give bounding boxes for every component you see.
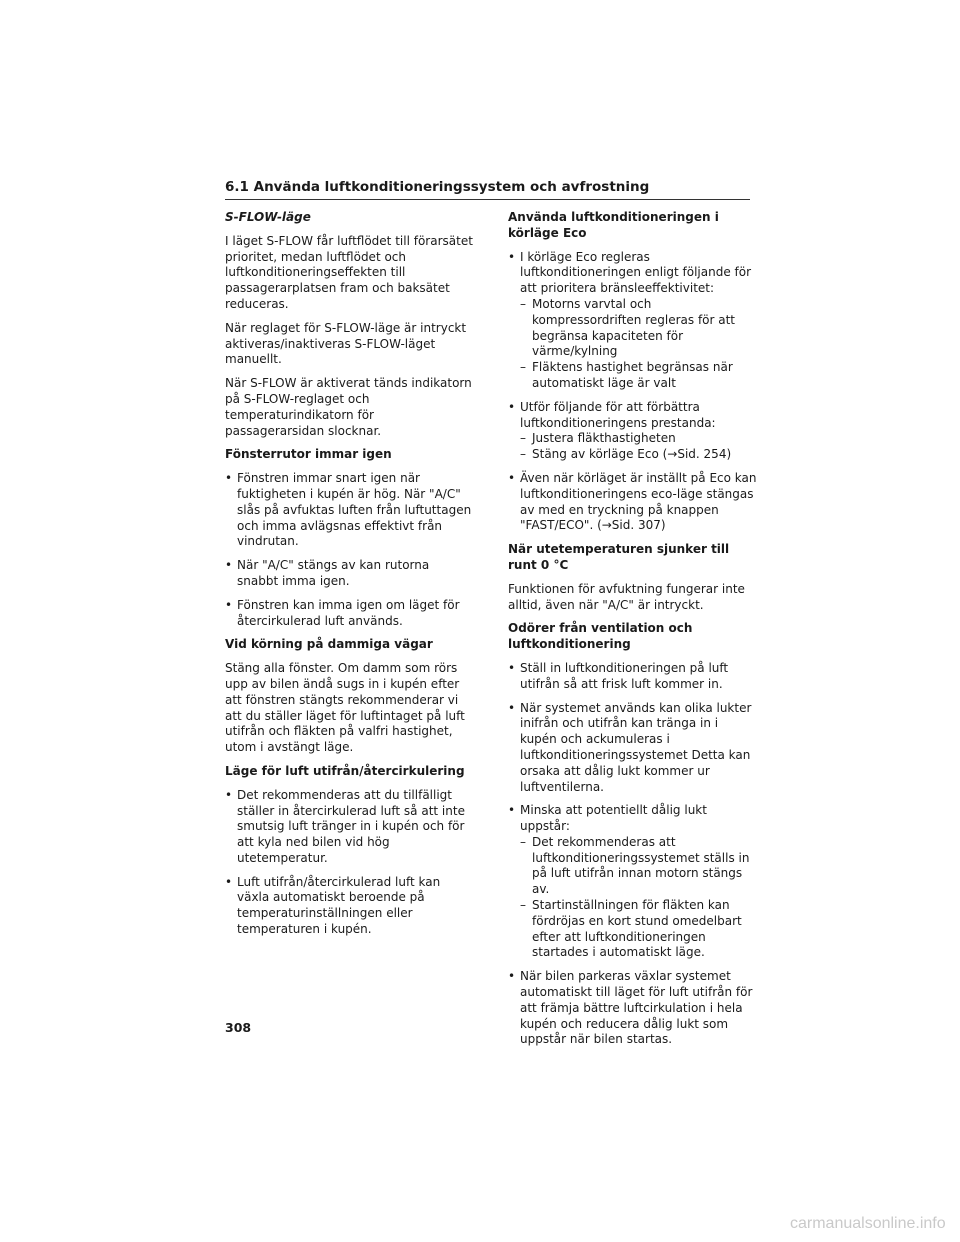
odor-heading: Odörer från ventilation och luftkonditionering bbox=[508, 621, 693, 652]
eco-bullet-3: • Även när körläget är inställt på Eco kan luftkonditioneringens eco-läge stängas av med en tryckning på knappen "FAST/ECO". (→Sid. 307) bbox=[508, 471, 758, 534]
list-item: • Det rekommenderas att du tillfälligt ställer in återcirkulerad luft så att inte smutsig luft tränger in i kupén och för att kyla ned bilen vid hög utetemperatur. bbox=[225, 788, 473, 867]
eco-sublist-1 bbox=[520, 297, 758, 392]
watermark: carmanualsonline.info bbox=[790, 1215, 946, 1232]
sflow-heading: S-FLOW-läge bbox=[225, 210, 311, 224]
sflow-paragraph-2: När reglaget för S-FLOW-läge är intryckt aktiveras/inaktiveras S-FLOW-läget manuellt. bbox=[225, 320, 467, 367]
list-item: • Fönstren immar snart igen när fuktigheten i kupén är hög. När "A/C" slås på avfuktas luften från luftuttagen och imma avlägsnas effektivt från vindrutan. bbox=[225, 471, 473, 550]
list-item: • När systemet används kan olika lukter inifrån och utifrån kan tränga in i kupén och ackumuleras i luftkonditioneringssystemet Detta kan orsaka att dålig lukt kommer ur luftventilerna. bbox=[508, 701, 758, 796]
list-item: • Fönstren kan imma igen om läget för återcirkulerad luft används. bbox=[225, 598, 473, 630]
sub-list-item: – Fläktens hastighet begränsas när automatiskt läge är valt bbox=[520, 360, 758, 392]
list-item bbox=[508, 250, 758, 392]
odor-list bbox=[508, 661, 758, 1048]
air-mode-list bbox=[225, 788, 473, 938]
dust-heading: Vid körning på dammiga vägar bbox=[225, 637, 433, 652]
eco-heading: Använda luftkonditioneringen i körläge Eco bbox=[508, 210, 719, 240]
odor-bullet-3: Minska att potentiellt dålig lukt uppstår: bbox=[520, 803, 707, 834]
fog-list bbox=[225, 471, 473, 629]
left-column bbox=[225, 210, 473, 946]
sflow-paragraph-3: När S-FLOW är aktiverat tänds indikatorn på S-FLOW-reglaget och temperaturindikatorn för passagerarsidan slocknar. bbox=[225, 376, 472, 438]
section-header: 6.1 Använda luftkonditioneringssystem och avfrostning bbox=[225, 178, 750, 200]
sflow-paragraph-1: I läget S-FLOW får luftflödet till förarsätet prioritet, medan luftflödet och luftkonditioneringseffekten till passagerarplatsen fram och baksätet reduceras. bbox=[225, 233, 473, 311]
list-item: • Luft utifrån/återcirkulerad luft kan växla automatiskt beroende på temperaturinställningen eller temperaturen i kupén. bbox=[225, 875, 473, 938]
eco-sublist-2 bbox=[520, 431, 758, 463]
list-item bbox=[508, 803, 758, 961]
page-reference-link[interactable]: – Stäng av körläge Eco (→Sid. 254) bbox=[520, 447, 758, 463]
air-mode-heading: Läge för luft utifrån/återcirkulering bbox=[225, 763, 465, 778]
eco-bullet-2: Utför följande för att förbättra luftkonditioneringens prestanda: bbox=[520, 399, 716, 430]
sub-list-item: – Justera fläkthastigheten bbox=[520, 431, 758, 447]
list-item: • Ställ in luftkonditioneringen på luft utifrån så att frisk luft kommer in. bbox=[508, 661, 758, 693]
fog-heading: Fönsterrutor immar igen bbox=[225, 447, 392, 462]
list-item: • När "A/C" stängs av kan rutorna snabbt imma igen. bbox=[225, 558, 473, 590]
list-item: • När bilen parkeras växlar systemet automatiskt till läget för luft utifrån för att främja bättre luftcirkulation i hela kupén och reducera dålig lukt som uppstår när bilen startas. bbox=[508, 969, 758, 1048]
sub-list-item: – Det rekommenderas att luftkonditioneringssystemet ställs in på luft utifrån innan motorn stängs av. bbox=[520, 835, 758, 898]
list-item bbox=[508, 400, 758, 463]
eco-list bbox=[508, 250, 758, 535]
zero-degrees-heading: När utetemperaturen sjunker till runt 0 °C bbox=[508, 542, 730, 572]
sub-list-item: – Startinställningen för fläkten kan fördröjas en kort stund omedelbart efter att luftkonditioneringen startades i automatiskt läge. bbox=[520, 898, 758, 961]
sub-list-item: – Motorns varvtal och kompressordriften regleras för att begränsa kapaciteten för värme/kylning bbox=[520, 297, 758, 360]
right-column bbox=[508, 210, 758, 1056]
eco-bullet-1: I körläge Eco regleras luftkonditioneringen enligt följande för att prioritera bränsleeffektivitet: bbox=[520, 249, 752, 296]
page-number: 308 bbox=[225, 1020, 252, 1035]
odor-sublist bbox=[520, 835, 758, 961]
dust-paragraph: Stäng alla fönster. Om damm som rörs upp av bilen ändå sugs in i kupén efter att fönstren stängts rekommenderar vi att du ställer läget för luftintaget på luft utifrån och fläkten på valfri hastighet, utom i avstängt läge. bbox=[225, 661, 465, 755]
zero-degrees-paragraph: Funktionen för avfuktning fungerar inte alltid, även när "A/C" är intryckt. bbox=[508, 581, 745, 612]
